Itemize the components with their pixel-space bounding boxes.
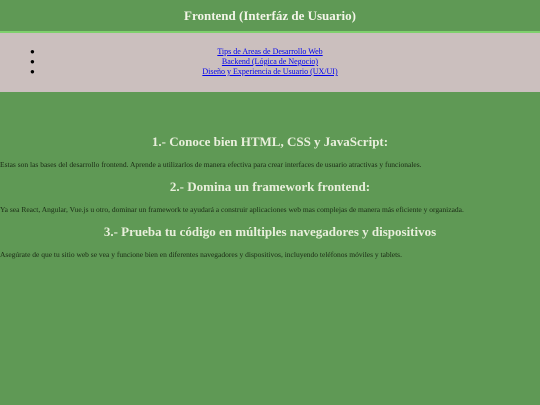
nav-bar (0, 33, 540, 92)
nav-list (0, 33, 540, 77)
nav-item-backend (0, 57, 540, 67)
bullet-icon: ● (30, 67, 35, 76)
bullet-icon: ● (30, 57, 35, 66)
section-text-3: Asegúrate de que tu sitio web se vea y funcione bien en diferentes navegadores y dispositivos, incluyendo teléfonos móviles y tablets. (0, 250, 402, 259)
nav-link-tips[interactable]: Tips de Areas de Desarrollo Web (217, 47, 323, 56)
nav-item-tips (0, 47, 540, 57)
nav-link-ux-ui[interactable]: Diseño y Experiencia de Usuario (UX/UI) (202, 67, 338, 76)
section-title-2: 2.- Domina un framework frontend: (169, 179, 371, 194)
nav-item-ux-ui (0, 67, 540, 77)
page-header (0, 0, 540, 33)
section-text-1: Estas son las bases del desarrollo frontend. Aprende a utilizarlos de manera efectiva para crear interfaces de usuario atractivas y funcionales. (0, 160, 422, 169)
bullet-icon: ● (30, 47, 35, 56)
nav-link-backend[interactable]: Backend (Lógica de Negocio) (221, 57, 319, 66)
section-text-2: Ya sea React, Angular, Vue.js u otro, dominar un framework te ayudará a construir aplicaciones web mas complejas de manera más eficiente y organizada. (0, 205, 464, 214)
section-title-3: 3.- Prueba tu código en múltiples navegadores y dispositivos (103, 224, 437, 239)
page-title: Frontend (Interfáz de Usuario) (184, 8, 356, 23)
section-title-1: 1.- Conoce bien HTML, CSS y JavaScript: (151, 134, 389, 149)
